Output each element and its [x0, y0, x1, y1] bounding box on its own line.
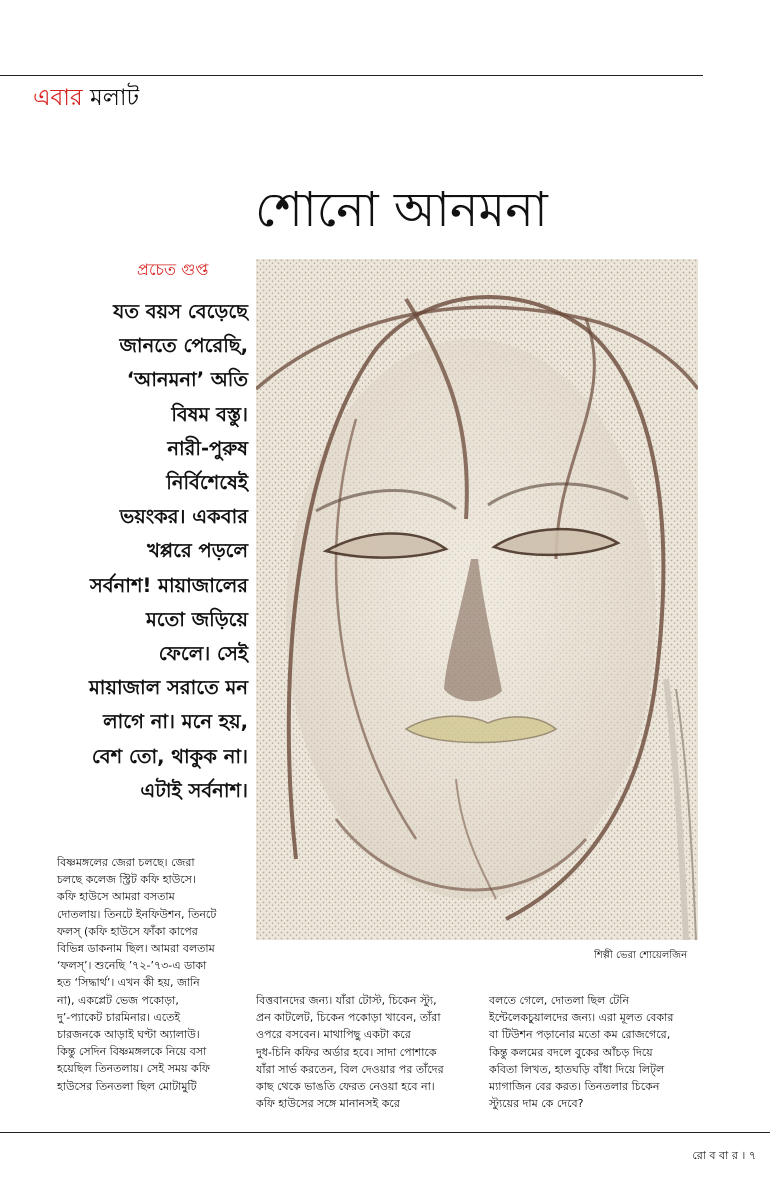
pull-quote-line: নির্বিশেষেই: [166, 471, 248, 495]
body-line: কবিতা লিখত, হাতঘড়ি বাঁধা দিয়ে লিট্‌ল: [489, 1062, 665, 1076]
pull-quote-line: খপ্পরে পড়লে: [147, 539, 248, 563]
top-rule: [0, 75, 703, 76]
page-footer: রো ব বা র । ৭: [692, 1149, 756, 1162]
body-line: বিষ্ণমঙ্গলের জেরা চলছে। জেরা: [57, 856, 195, 869]
body-line: ওপরে বসবেন। মাথাপিছু একটা করে: [256, 1028, 411, 1042]
pull-quote-line: ফেলে। সেই: [158, 642, 248, 666]
body-line: চারজনকে আড়াই ঘণ্টা অ্যালাউ।: [57, 1028, 200, 1042]
body-line: দুধ-চিনি কফির অর্ডার হবে। সাদা পোশাকে: [256, 1045, 437, 1059]
pull-quote-line: বিষম বস্তু।: [171, 402, 248, 426]
author-byline: প্রচেত গুপ্ত: [137, 260, 209, 279]
body-line: বিত্তবানদের জন্য। যাঁরা টোস্ট, চিকেন স্ট্যু,: [256, 994, 437, 1007]
body-line: বা টিউশন পড়ানোর মতো কম রোজগেরে,: [489, 1028, 671, 1042]
pull-quote-line: নারী-পুরুষ: [167, 436, 248, 460]
painting-face-illustration: [256, 259, 698, 940]
bottom-rule: [0, 1132, 770, 1133]
body-line: স্ট্যুয়ের দাম কে দেবে?: [489, 1097, 584, 1111]
body-line: প্রন কাটলেট, চিকেন পকোড়া খাবেন, তাঁরা: [256, 1011, 441, 1025]
body-line: কাছ থেকে ভাঙতি ফেরত নেওয়া হবে না।: [256, 1080, 435, 1094]
body-line: ফলস্ (কফি হাউসে ফাঁকা কাপের: [57, 924, 198, 938]
body-line: কফি হাউসে আমরা বসতাম: [57, 890, 175, 904]
body-line: ম্যাগাজিন বের করত। তিনতলার চিকেন: [489, 1080, 660, 1094]
section-label-rest: মলাট: [89, 85, 140, 111]
pull-quote-line: সর্বনাশ! মায়াজালের: [89, 573, 248, 597]
body-line: না), একপ্লেট ভেজ পকোড়া,: [57, 993, 179, 1007]
body-line: চলছে কলেজ স্ট্রিট কফি হাউসে।: [57, 873, 196, 887]
pull-quote-line: মায়াজাল সরাতে মন: [88, 676, 248, 700]
body-line: হাউসের তিনতলা ছিল মোটামুটি: [57, 1079, 197, 1093]
pull-quote-line: যত বয়স বেড়েছে: [113, 300, 248, 323]
pull-quote-line: ভয়ংকর। একবার: [119, 505, 248, 529]
body-column-1: [57, 854, 247, 1095]
pull-quote: [54, 295, 248, 808]
body-line: দোতলায়। তিনটে ইনফিউশন, তিনটে: [57, 907, 217, 921]
pull-quote-line: ‘আনমনা’ অতি: [126, 368, 248, 392]
body-line: বিভিন্ন ডাকনাম ছিল। আমরা বলতাম: [57, 942, 215, 956]
body-line: কফি হাউসের সঙ্গে মানানসই করে: [256, 1097, 400, 1111]
body-line: ‘ফলস্’। শুনেছি ’৭২-’৭৩-এ ডাকা: [57, 959, 207, 973]
section-label: [33, 84, 139, 112]
article-headline: শোনো আনমনা: [255, 182, 548, 238]
pull-quote-line: জানতে পেরেছি,: [119, 334, 248, 358]
pull-quote-line: বেশ তো, থাকুক না।: [91, 744, 248, 768]
pull-quote-line: এটাই সর্বনাশ।: [140, 778, 248, 802]
body-line: কিন্তু কলমের বদলে বুকের আঁচড় দিয়ে: [489, 1045, 653, 1059]
body-line: কিন্তু সেদিন বিষ্ণমঙ্গলকে নিয়ে বসা: [57, 1045, 207, 1059]
cover-painting: [256, 259, 698, 940]
body-column-2: [256, 992, 471, 1112]
pull-quote-line: মতো জড়িয়ে: [145, 607, 248, 631]
pull-quote-line: লাগে না। মনে হয়,: [103, 710, 248, 734]
body-line: যাঁরা সার্ভ করতেন, বিল দেওয়ার পর তাঁদের: [256, 1062, 444, 1076]
body-line: হত ‘সিদ্ধার্থ’। এখন কী হয়, জানি: [57, 976, 200, 990]
body-line: দু’-প্যাকেট চারমিনার। এতেই: [57, 1010, 181, 1024]
section-label-accent: এবার: [33, 85, 83, 111]
body-line: বলতে গেলে, দোতলা ছিল টেনি: [489, 994, 630, 1007]
body-line: হয়েছিল তিনতলায়। সেই সময় কফি: [57, 1062, 210, 1076]
body-column-3: [489, 992, 699, 1112]
artist-credit: শিল্পী ভেরা শোয়েলজিন: [594, 950, 688, 961]
body-line: ইন্টেলেকচুয়ালদের জন্য। এরা মূলত বেকার: [489, 1011, 674, 1025]
